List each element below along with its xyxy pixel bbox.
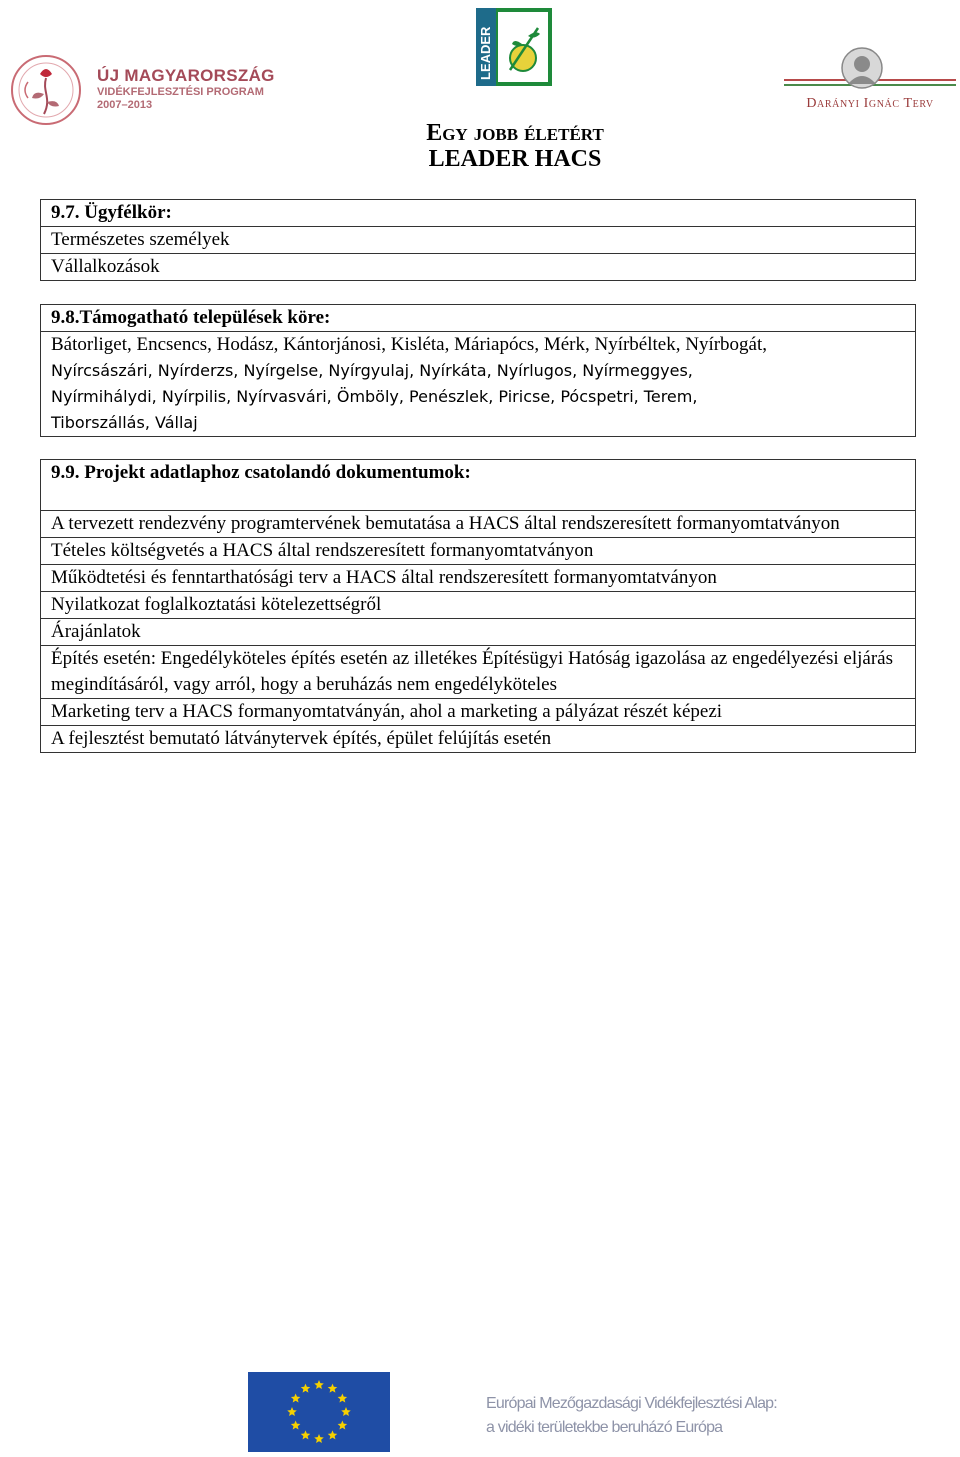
- daranyi-logo-text: Darányi Ignác Terv: [806, 96, 934, 111]
- settlements-line-3: Nyírmihálydi, Nyírpilis, Nyírvasvári, Ömböly, Penészlek, Piricse, Pócspetri, Terem,: [51, 387, 698, 406]
- logo-line-1: ÚJ MAGYARORSZÁG: [97, 66, 275, 85]
- logo-line-2: VIDÉKFEJLESZTÉSI PROGRAM: [97, 86, 264, 98]
- leader-logo: [474, 6, 554, 88]
- settlements-cell: [41, 332, 916, 437]
- document-row: Működtetési és fenntarthatósági terv a HACS által rendszeresített formanyomtatványon: [41, 565, 916, 592]
- section-9-9-heading: 9.9. Projekt adatlaphoz csatolandó dokumentumok:: [41, 460, 916, 511]
- section-9-7-table: [40, 199, 916, 281]
- settlements-line-4: Tiborszállás, Vállaj: [51, 413, 198, 432]
- document-row: Építés esetén: Engedélyköteles építés esetén az illetékes Építésügyi Hatóság igazolása az engedélyezési eljárás megindításáról, vagy arról, hogy a beruházás nem engedélyköteles: [41, 646, 916, 699]
- eu-star-icon: [301, 1430, 311, 1439]
- eu-star-icon: [328, 1384, 338, 1393]
- client-row: Természetes személyek: [41, 227, 916, 254]
- document-row: A fejlesztést bemutató látványtervek építés, épület felújítás esetén: [41, 726, 916, 753]
- document-row: Nyilatkozat foglalkoztatási kötelezettségről: [41, 592, 916, 619]
- eafrd-logo: [486, 1395, 786, 1445]
- document-row: Marketing terv a HACS formanyomtatványán, ahol a marketing a pályázat részét képezi: [41, 699, 916, 726]
- eu-star-icon: [291, 1421, 301, 1430]
- eu-star-icon: [291, 1394, 301, 1403]
- eu-star-icon: [314, 1380, 324, 1389]
- eu-star-icon: [314, 1434, 324, 1443]
- eafrd-line-1: Európai Mezőgazdasági Vidékfejlesztési Alap:: [486, 1395, 777, 1412]
- document-row: Tételes költségvetés a HACS által rendszeresített formanyomtatványon: [41, 538, 916, 565]
- eu-star-icon: [301, 1384, 311, 1393]
- eu-star-icon: [338, 1421, 348, 1430]
- section-9-7-heading: 9.7. Ügyfélkör:: [41, 200, 916, 227]
- eu-star-icon: [328, 1430, 338, 1439]
- eu-flag-icon: [248, 1372, 390, 1452]
- eu-star-icon: [338, 1394, 348, 1403]
- section-9-8-heading: 9.8.Támogatható települések köre:: [41, 305, 916, 332]
- page-title: [380, 120, 650, 172]
- leader-logo-icon: [474, 6, 554, 88]
- section-9-9-table: [40, 459, 916, 753]
- leader-logo-text: LEADER: [478, 26, 493, 80]
- logo-line-3: 2007–2013: [97, 99, 153, 111]
- eu-star-icon: [287, 1407, 297, 1416]
- eu-flag: [248, 1372, 390, 1452]
- eu-star-icon: [341, 1407, 351, 1416]
- portrait-medallion-icon: [782, 44, 958, 96]
- red-flower-logo-icon: [6, 52, 90, 126]
- settlements-line-2: Nyírcsászári, Nyírderzs, Nyírgelse, Nyírgyulaj, Nyírkáta, Nyírlugos, Nyírmeggyes,: [51, 361, 693, 380]
- document-row: A tervezett rendezvény programtervének bemutatása a HACS által rendszeresített formanyomtatványon: [41, 511, 916, 538]
- daranyi-ignac-terv-logo: [782, 44, 958, 116]
- title-line-1: Egy jobb életért: [426, 120, 604, 146]
- uj-magyarorszag-logo: [6, 52, 276, 126]
- title-line-2: LEADER HACS: [428, 146, 602, 172]
- settlements-line-1: Bátorliget, Encsencs, Hodász, Kántorjánosi, Kisléta, Máriapócs, Mérk, Nyírbéltek, Nyírbogát,: [51, 334, 768, 355]
- document-row: Árajánlatok: [41, 619, 916, 646]
- section-9-8-table: [40, 304, 916, 437]
- eafrd-line-2: a vidéki területekbe beruházó Európa: [486, 1419, 723, 1436]
- client-row: Vállalkozások: [41, 254, 916, 281]
